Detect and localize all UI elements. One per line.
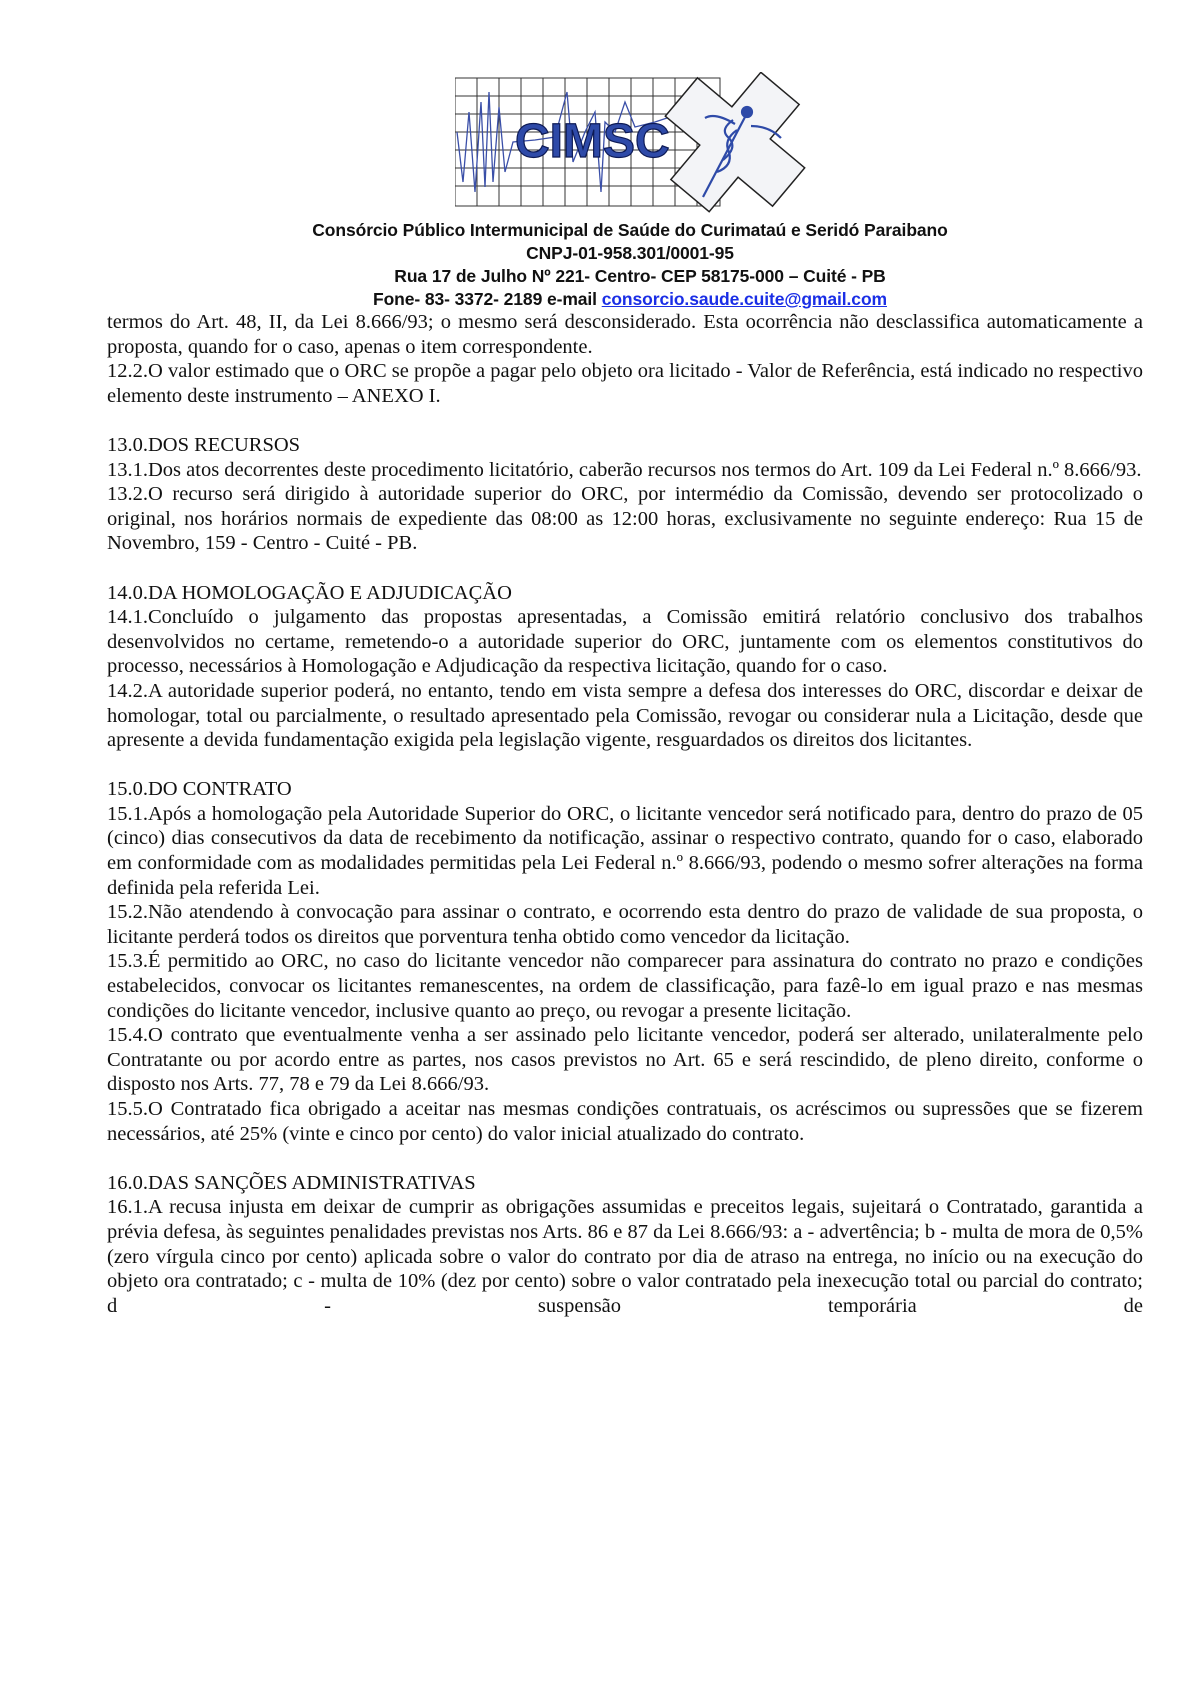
- paragraph-14-2: 14.2.A autoridade superior poderá, no entanto, tendo em vista sempre a defesa dos interesses do ORC, discordar e deixar de homologar, total ou parcialmente, o resultado apresentado pela Comissão, revogar ou considerar nula a Licitação, desde que apresente a devida fundamentação exigida pela legislação vigente, resguardados os direitos dos licitantes.: [107, 679, 1143, 752]
- paragraph-15-3: 15.3.É permitido ao ORC, no caso do licitante vencedor não comparecer para assinatura do contrato no prazo e condições estabelecidos, convocar os licitantes remanescentes, na ordem de classificação, para fazê-lo em igual prazo e nas mesmas condições do licitante vencedor, inclusive quanto ao preço, ou revogar a presente licitação.: [107, 950, 1143, 1022]
- contact-line: [30, 289, 1200, 310]
- paragraph-13-1: 13.1.Dos atos decorrentes deste procedimento licitatório, caberão recursos nos termos do Art. 109 da Lei Federal n.º 8.666/93.: [107, 458, 1142, 481]
- email-link[interactable]: consorcio.saude.cuite@gmail.com: [601, 289, 887, 309]
- section-heading-15: 15.0.DO CONTRATO: [107, 778, 292, 801]
- document-body: [107, 310, 1143, 1318]
- paragraph-13-2: 13.2.O recurso será dirigido à autoridade superior do ORC, por intermédio da Comissão, devendo ser protocolizado o original, nos horários normais de expediente das 08:00 as 12:00 horas, exclusivamente no seguinte endereço: Rua 15 de Novembro, 159 - Centro - Cuité - PB.: [107, 483, 1143, 555]
- section-heading-16: 16.0.DAS SANÇÕES ADMINISTRATIVAS: [107, 1171, 476, 1194]
- cimsc-logo: [455, 72, 815, 214]
- phone: Fone- 83- 3372- 2189 e-mail: [373, 289, 602, 309]
- address: Rua 17 de Julho Nº 221- Centro- CEP 58175-000 – Cuité - PB: [394, 266, 886, 286]
- paragraph-15-4: 15.4.O contrato que eventualmente venha a ser assinado pelo licitante vencedor, poderá ser alterado, unilateralmente pelo Contratante ou por acordo entre as partes, nos casos previstos no Art. 65 e será rescindido, de pleno direito, conforme o disposto nos Arts. 77, 78 e 79 da Lei 8.666/93.: [107, 1024, 1143, 1096]
- paragraph-15-2: 15.2.Não atendendo à convocação para assinar o contrato, e ocorrendo esta dentro do prazo de validade de sua proposta, o licitante perderá todos os direitos que porventura tenha obtido como vencedor da licitação.: [107, 901, 1143, 948]
- organization-name: Consórcio Público Intermunicipal de Saúde do Curimataú e Seridó Paraibano: [312, 220, 948, 240]
- paragraph-16-1: 16.1.A recusa injusta em deixar de cumprir as obrigações assumidas e preceitos legais, sujeitará o Contratado, garantida a prévia defesa, às seguintes penalidades previstas nos Arts. 86 e 87 da Lei 8.666/93: a - advertência; b - multa de mora de 0,5% (zero vírgula cinco por cento) aplicada sobre o valor do contrato por dia de atraso na entrega, no início ou na execução do objeto ora contratado; c - multa de 10% (dez por cento) sobre o valor contratado pela inexecução total ou parcial do contrato; d - suspensão temporária de: [107, 1196, 1143, 1317]
- paragraph-12-2: 12.2.O valor estimado que o ORC se propõe a pagar pelo objeto ora licitado - Valor de Referência, está indicado no respectivo elemento deste instrumento – ANEXO I.: [107, 360, 1143, 407]
- ecg-grid-icon: [455, 72, 815, 214]
- logo-text: CIMSC: [515, 115, 670, 168]
- cnpj: CNPJ-01-958.301/0001-95: [526, 243, 734, 263]
- section-heading-13: 13.0.DOS RECURSOS: [107, 433, 301, 456]
- paragraph-15-5: 15.5.O Contratado fica obrigado a aceitar nas mesmas condições contratuais, os acréscimos ou supressões que se fizerem necessários, até 25% (vinte e cinco por cento) do valor inicial atualizado do contrato.: [107, 1098, 1143, 1145]
- paragraph-14-1: 14.1.Concluído o julgamento das propostas apresentadas, a Comissão emitirá relatório conclusivo dos trabalhos desenvolvidos no certame, remetendo-o a autoridade superior do ORC, juntamente com os elementos constitutivos do processo, necessários à Homologação e Adjudicação da respectiva licitação, quando for o caso.: [107, 606, 1143, 678]
- section-heading-14: 14.0.DA HOMOLOGAÇÃO E ADJUDICAÇÃO: [107, 581, 512, 604]
- paragraph-15-1: 15.1.Após a homologação pela Autoridade Superior do ORC, o licitante vencedor será notificado para, dentro do prazo de 05 (cinco) dias consecutivos da data de recebimento da notificação, assinar o respectivo contrato, quando for o caso, elaborado em conformidade com as modalidades permitidas pela Lei Federal n.º 8.666/93, podendo o mesmo sofrer alterações na forma definida pela referida Lei.: [107, 802, 1143, 899]
- paragraph-12-1-continuation: termos do Art. 48, II, da Lei 8.666/93; o mesmo será desconsiderado. Esta ocorrência não desclassifica automaticamente a proposta, quando for o caso, apenas o item correspondente.: [107, 311, 1143, 358]
